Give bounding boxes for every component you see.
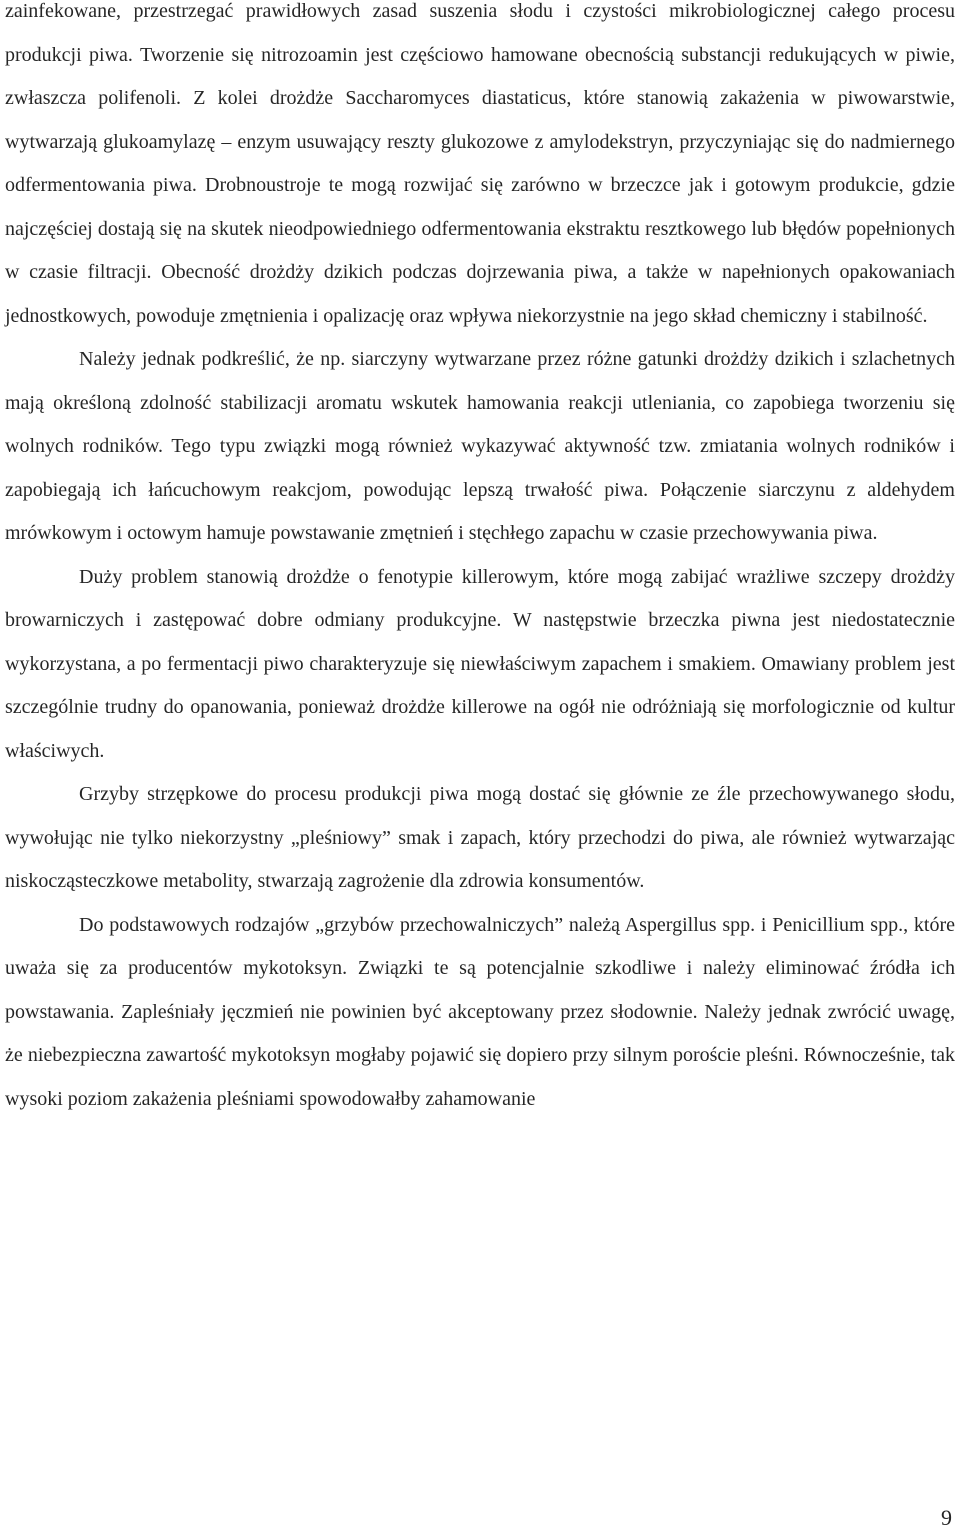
paragraph-killer-yeast: Duży problem stanowią drożdże o fenotypie killerowym, które mogą zabijać wrażliwe szczepy drożdży browarniczych i zastępować dobre odmiany produkcyjne. W następstwie brzeczka piwna jest niedostatecznie wykorzystana, a po fermentacji piwo charakteryzuje się niewłaściwym zapachem i smakiem. Omawiany problem jest szczególnie trudny do opanowania, ponieważ drożdże killerowe na ogół nie odróżniają się morfologicznie od kultur właściwych. xyxy=(5,565,955,762)
paragraph-continuation: zainfekowane, przestrzegać prawidłowych zasad suszenia słodu i czystości mikrobiologicznej całego procesu produkcji piwa. Tworzenie się nitrozoamin jest częściowo hamowane obecnością substancji redukujących w piwie, zwłaszcza polifenoli. Z kolei drożdże Saccharomyces diastaticus, które stanowią zakażenia w piwowarstwie, wytwarzają glukoamylazę – enzym usuwający reszty glukozowe z amylodekstryn, przyczyniając się do nadmiernego odfermentowania piwa. Drobnoustroje te mogą rozwijać się zarówno w brzeczce jak i gotowym produkcie, gdzie najczęściej dostają się na skutek nieodpowiedniego odfermentowania ekstraktu resztkowego lub błędów popełnionych w czasie filtracji. Obecność drożdży dzikich podczas dojrzewania piwa, a także w napełnionych opakowaniach jednostkowych, powoduje zmętnienia i opalizację oraz wpływa niekorzystnie na jego skład chemiczny i stabilność. xyxy=(5,0,955,327)
paragraph-storage-fungi: Do podstawowych rodzajów „grzybów przechowalniczych” należą Aspergillus spp. i Penicillium spp., które uważa się za producentów mykotoksyn. Związki te są potencjalnie szkodliwe i należy eliminować źródła ich powstawania. Zapleśniały jęczmień nie powinien być akceptowany przez słodownie. Należy jednak zwrócić uwagę, że niebezpieczna zawartość mykotoksyn mogłaby pojawić się dopiero przy silnym poroście pleśni. Równocześnie, tak wysoki poziom zakażenia pleśniami spowodowałby zahamowanie xyxy=(5,913,955,1110)
document-page xyxy=(5,0,955,1121)
page-number: 9 xyxy=(941,1505,952,1530)
paragraph-sulfites: Należy jednak podkreślić, że np. siarczyny wytwarzane przez różne gatunki drożdży dzikich i szlachetnych mają określoną zdolność stabilizacji aromatu wskutek hamowania reakcji utleniania, co zapobiega tworzeniu się wolnych rodników. Tego typu związki mogą również wykazywać aktywność tzw. zmiatania wolnych rodników i zapobiegają ich łańcuchowym reakcjom, powodując lepszą trwałość piwa. Połączenie siarczynu z aldehydem mrówkowym i octowym hamuje powstawanie zmętnień i stęchłego zapachu w czasie przechowywania piwa. xyxy=(5,348,955,544)
paragraph-molds: Grzyby strzępkowe do procesu produkcji piwa mogą dostać się głównie ze źle przechowywanego słodu, wywołując nie tylko niekorzystny „pleśniowy” smak i zapach, który przechodzi do piwa, ale również wytwarzając niskocząsteczkowe metabolity, stwarzają zagrożenie dla zdrowia konsumentów. xyxy=(5,783,955,892)
